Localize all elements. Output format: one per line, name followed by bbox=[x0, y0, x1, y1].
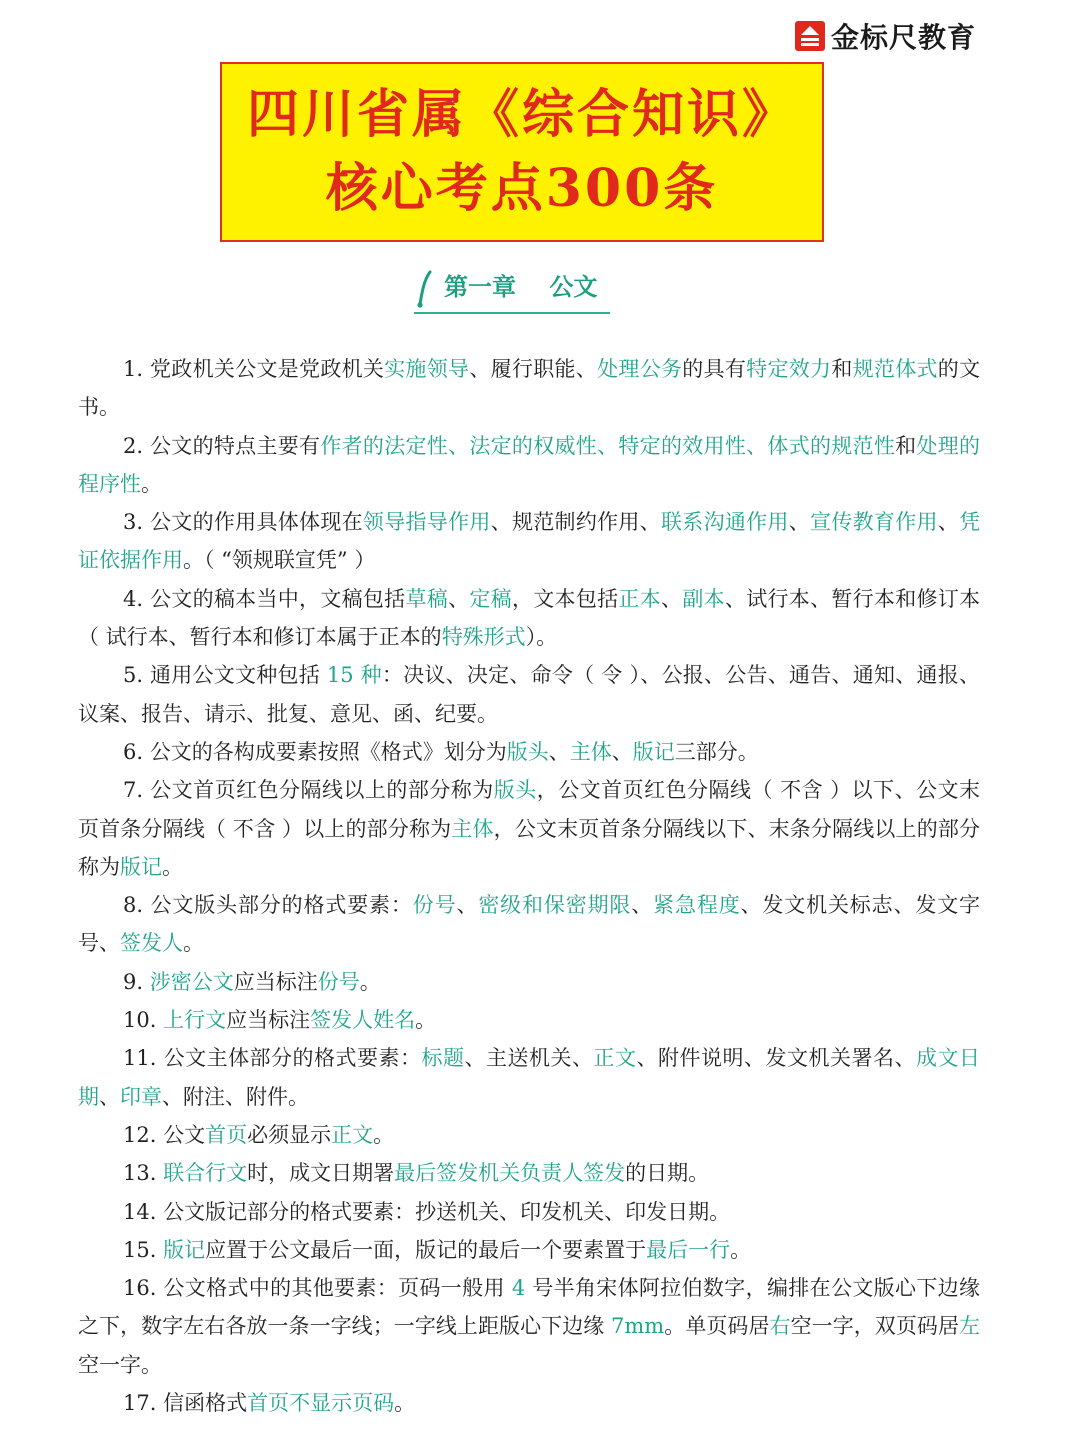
highlight-text: 草稿 bbox=[405, 586, 449, 611]
body-text: 11. 公文主体部分的格式要素： bbox=[123, 1046, 422, 1071]
body-text: 、试行本、暂行本和修订本（ 试行本、暂行本和修订本属于正本的 bbox=[78, 586, 981, 650]
body-text: 、 bbox=[456, 893, 479, 918]
knowledge-point bbox=[78, 1154, 980, 1192]
knowledge-point bbox=[78, 1193, 980, 1231]
body-text: 、附件说明、发文机关署名、 bbox=[636, 1046, 917, 1071]
knowledge-point bbox=[78, 886, 980, 963]
body-text: 16. 公文格式中的其他要素：页码一般用 bbox=[123, 1276, 512, 1301]
body-text: 、履行职能、 bbox=[469, 357, 598, 381]
highlight-text: 联合行文 bbox=[163, 1161, 248, 1186]
body-text: 必须显示 bbox=[247, 1122, 332, 1147]
knowledge-point bbox=[78, 503, 980, 580]
body-text: 。 bbox=[415, 1008, 437, 1033]
highlight-text: 密级和保密期限 bbox=[478, 893, 632, 918]
brand-logo bbox=[795, 16, 976, 56]
body-text: 、 bbox=[937, 510, 960, 535]
body-text: 。单页码居 bbox=[664, 1314, 770, 1339]
body-text: 、规范制约作用、 bbox=[490, 510, 661, 535]
highlight-text: 涉密公文 bbox=[149, 969, 234, 994]
body-text: 、附注、附件。 bbox=[162, 1084, 309, 1109]
body-text: ）。 bbox=[525, 625, 558, 650]
highlight-text: 标题 bbox=[421, 1046, 465, 1071]
knowledge-point bbox=[78, 1384, 980, 1422]
highlight-text: 15 种 bbox=[326, 663, 382, 688]
knowledge-point bbox=[78, 427, 980, 504]
body-text: 3. 公文的作用具体体现在 bbox=[123, 510, 363, 535]
knowledge-point bbox=[78, 1231, 980, 1269]
body-text: 应当标注 bbox=[233, 969, 318, 994]
highlight-text: 版记 bbox=[163, 1237, 206, 1262]
article-body bbox=[78, 350, 980, 1422]
body-text: 、 bbox=[611, 739, 633, 764]
body-text: 、主送机关、 bbox=[464, 1046, 594, 1071]
body-text: 。 bbox=[394, 1391, 416, 1416]
body-text: 、 bbox=[788, 510, 811, 535]
body-text: 。 bbox=[141, 471, 162, 496]
body-text: 的具有 bbox=[682, 357, 747, 381]
body-text: 。 bbox=[183, 931, 204, 956]
highlight-text: 定稿 bbox=[469, 586, 512, 611]
body-text: ，文本包括 bbox=[511, 586, 619, 611]
body-text: 7. 公文首页红色分隔线以上的部分称为 bbox=[123, 778, 494, 803]
knowledge-point bbox=[78, 580, 980, 657]
knowledge-point bbox=[78, 1001, 980, 1039]
body-text: 空一字。 bbox=[78, 1352, 162, 1377]
knowledge-point bbox=[78, 656, 980, 733]
brand-name: 金标尺教育 bbox=[830, 21, 976, 54]
knowledge-point bbox=[78, 1269, 980, 1384]
highlight-text: 最后签发机关负责人签发 bbox=[394, 1161, 626, 1186]
body-text: 10. bbox=[123, 1008, 164, 1033]
body-text: 、 bbox=[661, 586, 683, 611]
highlight-text: 实施领导 bbox=[384, 357, 470, 381]
body-text: 的文书。 bbox=[78, 357, 981, 420]
knowledge-point bbox=[78, 963, 980, 1001]
highlight-text: 正文 bbox=[593, 1046, 637, 1071]
highlight-text: 签发人 bbox=[120, 931, 183, 956]
highlight-text: 最后一行 bbox=[646, 1237, 731, 1262]
highlight-text: 版头 bbox=[506, 739, 549, 764]
highlight-text: 版记 bbox=[632, 739, 675, 764]
highlight-text: 版记 bbox=[120, 854, 162, 879]
body-text: 。 bbox=[373, 1122, 395, 1147]
highlight-text: 主体 bbox=[451, 816, 494, 841]
body-text: 。 bbox=[359, 969, 381, 994]
highlight-text: 上行文 bbox=[163, 1008, 227, 1033]
highlight-text: 版头 bbox=[493, 778, 537, 803]
body-text: ，公文末页首条分隔线以下、末条分隔线以上的部分称为 bbox=[78, 816, 981, 879]
logo-pyramid-icon bbox=[795, 21, 825, 51]
title-banner bbox=[220, 62, 824, 242]
body-text: 三部分。 bbox=[674, 739, 759, 764]
body-text: 、 bbox=[548, 739, 570, 764]
highlight-text: 右 bbox=[769, 1314, 791, 1339]
chapter-title: 第一章 公文 bbox=[444, 273, 598, 301]
body-text: 12. 公文 bbox=[123, 1122, 206, 1147]
highlight-text: 领导指导作用 bbox=[362, 510, 491, 535]
quill-pen-icon bbox=[414, 270, 436, 310]
body-text: 应置于公文最后一面，版记的最后一个要素置于 bbox=[205, 1237, 647, 1262]
body-text: 和 bbox=[895, 433, 917, 458]
highlight-text: 7mm bbox=[611, 1314, 665, 1339]
body-text: ：决议、决定、命令（ 令 ）、公报、公告、通告、通知、通报、议案、报告、请示、批复、意见、函、纪要。 bbox=[78, 663, 980, 726]
body-text: 14. 公文版记部分的格式要素：抄送机关、印发机关、印发日期。 bbox=[123, 1199, 731, 1224]
highlight-text: 副本 bbox=[682, 586, 725, 611]
body-text: 、 bbox=[631, 893, 654, 918]
body-text: 13. bbox=[123, 1161, 164, 1186]
body-text: 号半角宋体阿拉伯数字，编排在公文版心下边缘之下，数字左右各放一条一字线；一字线上距版心下边缘 bbox=[78, 1276, 980, 1339]
highlight-text: 特定效力 bbox=[746, 357, 832, 381]
title-line-2: 核心考点300条 bbox=[325, 158, 719, 219]
body-text: 和 bbox=[831, 357, 853, 381]
highlight-text: 规范体式 bbox=[852, 357, 938, 381]
body-text: 、 bbox=[448, 586, 470, 611]
highlight-text: 正文 bbox=[331, 1122, 374, 1147]
highlight-text: 宣传教育作用 bbox=[810, 510, 938, 535]
highlight-text: 份号 bbox=[412, 893, 457, 918]
body-text: 15. bbox=[123, 1237, 164, 1262]
knowledge-point bbox=[78, 1039, 980, 1116]
knowledge-point bbox=[78, 733, 980, 771]
highlight-text: 处理的程序性 bbox=[78, 433, 981, 496]
highlight-text: 作者的法定性、法定的权威性、特定的效用性、体式的规范性 bbox=[320, 433, 896, 458]
highlight-text: 印章 bbox=[120, 1084, 162, 1109]
body-text: 、发文机关标志、发文字号、 bbox=[78, 893, 981, 956]
body-text: 17. 信函格式 bbox=[123, 1391, 248, 1416]
body-text: 2. 公文的特点主要有 bbox=[123, 433, 321, 458]
body-text: 、 bbox=[99, 1084, 120, 1109]
chapter-heading bbox=[414, 268, 610, 314]
body-text: 时，成文日期署 bbox=[247, 1161, 395, 1186]
highlight-text: 首页 bbox=[205, 1122, 248, 1147]
body-text: 4. 公文的稿本当中，文稿包括 bbox=[123, 586, 406, 611]
body-text: 6. 公文的各构成要素按照《格式》划分为 bbox=[123, 739, 507, 764]
body-text: 。 bbox=[162, 854, 183, 879]
knowledge-point bbox=[78, 1116, 980, 1154]
body-text: 5. 通用公文文种包括 bbox=[123, 663, 327, 688]
highlight-text: 份号 bbox=[317, 969, 360, 994]
body-text: 的日期。 bbox=[625, 1161, 710, 1186]
knowledge-point bbox=[78, 350, 980, 427]
highlight-text: 处理公务 bbox=[597, 357, 683, 381]
body-text: 。 bbox=[730, 1237, 752, 1262]
title-line-1: 四川省属《综合知识》 bbox=[246, 84, 797, 145]
body-text: ，公文首页红色分隔线（ 不含 ）以下、公文末页首条分隔线（ 不含 ）以上的部分称为 bbox=[78, 778, 981, 841]
body-text: 1. 党政机关公文是党政机关 bbox=[123, 357, 385, 381]
body-text: 。（ “领规联宣凭” ） bbox=[183, 548, 376, 573]
highlight-text: 签发人姓名 bbox=[310, 1008, 416, 1033]
body-text: 9. bbox=[123, 969, 150, 994]
highlight-text: 成文日期 bbox=[78, 1046, 981, 1109]
highlight-text: 4 bbox=[511, 1276, 526, 1301]
body-text: 8. 公文版头部分的格式要素： bbox=[123, 893, 413, 918]
highlight-text: 正本 bbox=[618, 586, 662, 611]
highlight-text: 联系沟通作用 bbox=[660, 510, 789, 535]
highlight-text: 特殊形式 bbox=[441, 625, 526, 650]
body-text: 空一字，双页码居 bbox=[790, 1314, 960, 1339]
highlight-text: 左 bbox=[959, 1314, 981, 1339]
highlight-text: 紧急程度 bbox=[653, 893, 741, 918]
highlight-text: 主体 bbox=[569, 739, 612, 764]
body-text: 应当标注 bbox=[226, 1008, 311, 1033]
knowledge-point bbox=[78, 771, 980, 886]
highlight-text: 首页不显示页码 bbox=[247, 1391, 395, 1416]
highlight-text: 凭证依据作用 bbox=[78, 510, 981, 573]
